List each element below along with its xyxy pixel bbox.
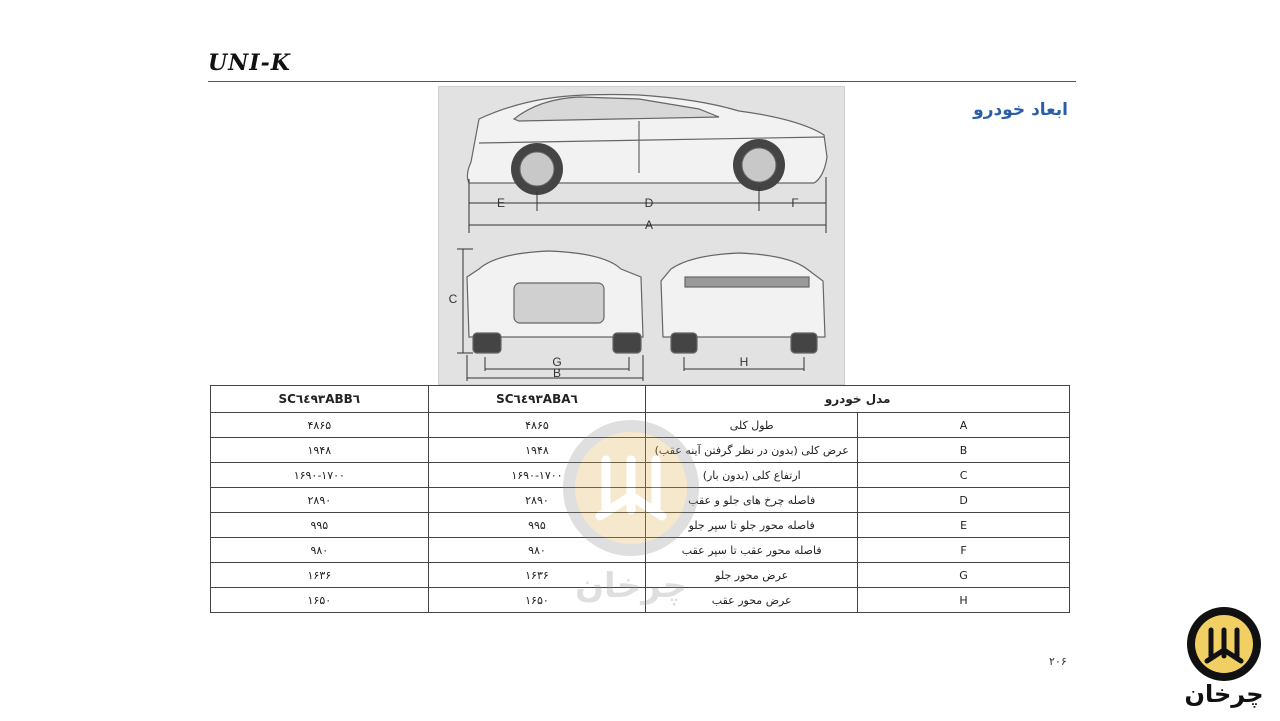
header-model-label: مدل خودرو [646,386,1070,413]
label-F: F [791,196,799,210]
table-row: ۱۶۵۰ ۱۶۵۰ عرض محور عقب H [211,588,1070,613]
section-title: ابعاد خودرو [973,100,1068,120]
label-H: H [739,355,749,369]
label-B: B [552,366,562,380]
logo-emblem-icon [1182,606,1266,682]
wheel-front [511,143,563,195]
vehicle-dimensions-figure [438,86,845,385]
table-row: ۹۸۰ ۹۸۰ فاصله محور عقب تا سپر عقب F [211,538,1070,563]
header-rule [208,81,1076,82]
label-C: C [448,292,458,306]
table-row: ۹۹۵ ۹۹۵ فاصله محور جلو تا سپر جلو E [211,513,1070,538]
table-row: ۴۸۶۵ ۴۸۶۵ طول کلی A [211,413,1070,438]
corner-logo-text: چرخان [1184,680,1264,708]
label-A: A [644,218,654,232]
table-header-row [211,386,1070,413]
watermark-text: چرخان [575,566,687,606]
wheel-rear [733,139,785,191]
page-number: ۲۰۶ [1049,655,1067,668]
watermark [556,418,706,618]
brand-logo: UNI-K [208,50,291,76]
car-front-view [467,251,643,353]
watermark-emblem-icon [556,418,706,568]
car-rear-view [661,253,825,353]
header-model-1: SC٦٤٩٣ABA٦ [428,386,646,413]
table-row: ۱۹۴۸ ۱۹۴۸ عرض کلی (بدون در نظر گرفتن آینه عقب) B [211,438,1070,463]
corner-logo [1182,606,1266,716]
table-row: ۱۶۳۶ ۱۶۳۶ عرض محور جلو G [211,563,1070,588]
table-row: ۲۸۹۰ ۲۸۹۰ فاصله چرخ های جلو و عقب D [211,488,1070,513]
table-row: ۱۶۹۰-۱۷۰۰ ۱۶۹۰-۱۷۰۰ ارتفاع کلی (بدون بار) C [211,463,1070,488]
label-D: D [644,196,654,210]
header-model-2: SC٦٤٩٣ABB٦ [211,386,429,413]
label-E: E [496,196,506,210]
label-G: G [552,355,562,369]
